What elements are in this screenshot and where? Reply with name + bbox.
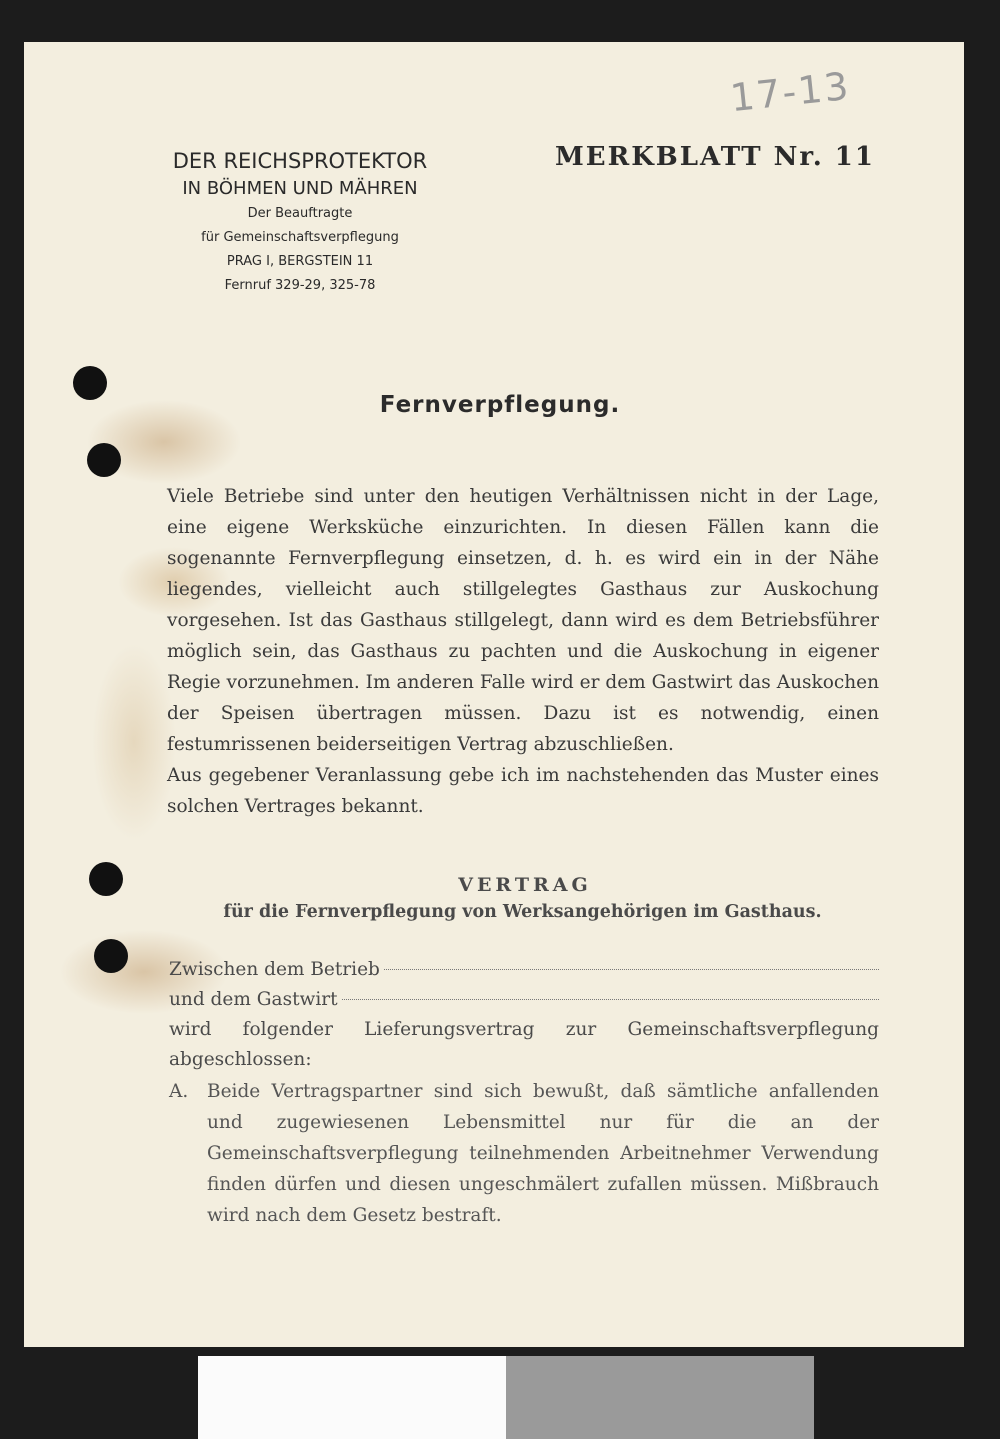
clause-a [169, 1076, 879, 1231]
paragraph-1: Viele Betriebe sind unter den heutigen Verhältnissen nicht in der Lage, eine eigene Werksküche einzurichten. In diesen Fällen kann die sogenannte Fernverpflegung einsetzen, d. h. es wird ein in der Nähe liegendes, vielleicht auch stillgelegtes Gasthaus zur Auskochung vorgesehen. Ist das Gasthaus stillgelegt, dann wird es dem Betriebsführer möglich sein, das Gasthaus zu pachten und die Auskochung in eigener Regie vorzunehmen. Im anderen Falle wird er dem Gastwirt das Auskochen der Speisen übertragen müssen. Dazu ist es notwendig, einen festumrissenen beiderseitigen Vertrag abzuschließen. [167, 486, 879, 755]
betrieb-blank-line [384, 969, 879, 970]
gastwirt-label: und dem Gastwirt [169, 989, 338, 1010]
authority-line-4: für Gemeinschaftsverpflegung [201, 230, 399, 245]
contract-intro: wird folgender Lieferungsvertrag zur Gemeinschaftsverpflegung abgeschlossen: [169, 1019, 879, 1070]
calibration-strip-white [198, 1356, 506, 1439]
gastwirt-field [169, 985, 879, 1015]
merkblatt-number: MERKBLATT Nr. 11 [555, 142, 875, 172]
paragraph-2: Aus gegebener Veranlassung gebe ich im nachstehenden das Muster eines solchen Vertrages bekannt. [167, 765, 879, 817]
betrieb-label: Zwischen dem Betrieb [169, 959, 380, 980]
authority-line-3: Der Beauftragte [247, 206, 353, 221]
body-text [167, 481, 879, 822]
authority-line-1: DER REICHSPROTEKTOR [172, 149, 428, 173]
authority-line-2: IN BÖHMEN UND MÄHREN [182, 178, 418, 199]
handwritten-note: 17-13 [728, 63, 853, 121]
letterhead-authority [160, 146, 440, 298]
betrieb-field [169, 955, 879, 985]
gastwirt-blank-line [342, 999, 879, 1000]
punch-hole [87, 443, 121, 477]
calibration-strip-gray [506, 1356, 814, 1439]
punch-hole [94, 939, 128, 973]
clause-text: Beide Vertragspartner sind sich bewußt, daß sämtliche anfallenden und zugewiesenen Lebensmittel nur für die an der Gemeinschaftsverpflegung teilnehmenden Arbeitnehmer Verwendung finden dürfen und diesen ungeschmälert zufallen müssen. Mißbrauch wird nach dem Gesetz bestraft. [207, 1081, 879, 1226]
document-title: Fernverpflegung. [379, 392, 621, 418]
vertrag-heading: VERTRAG [458, 874, 592, 896]
vertrag-subheading: für die Fernverpflegung von Werksangehörigen im Gasthaus. [223, 902, 822, 922]
clause-letter: A. [169, 1081, 189, 1102]
authority-line-6: Fernruf 329-29, 325-78 [224, 278, 376, 293]
authority-line-5: PRAG I, BERGSTEIN 11 [226, 254, 374, 269]
